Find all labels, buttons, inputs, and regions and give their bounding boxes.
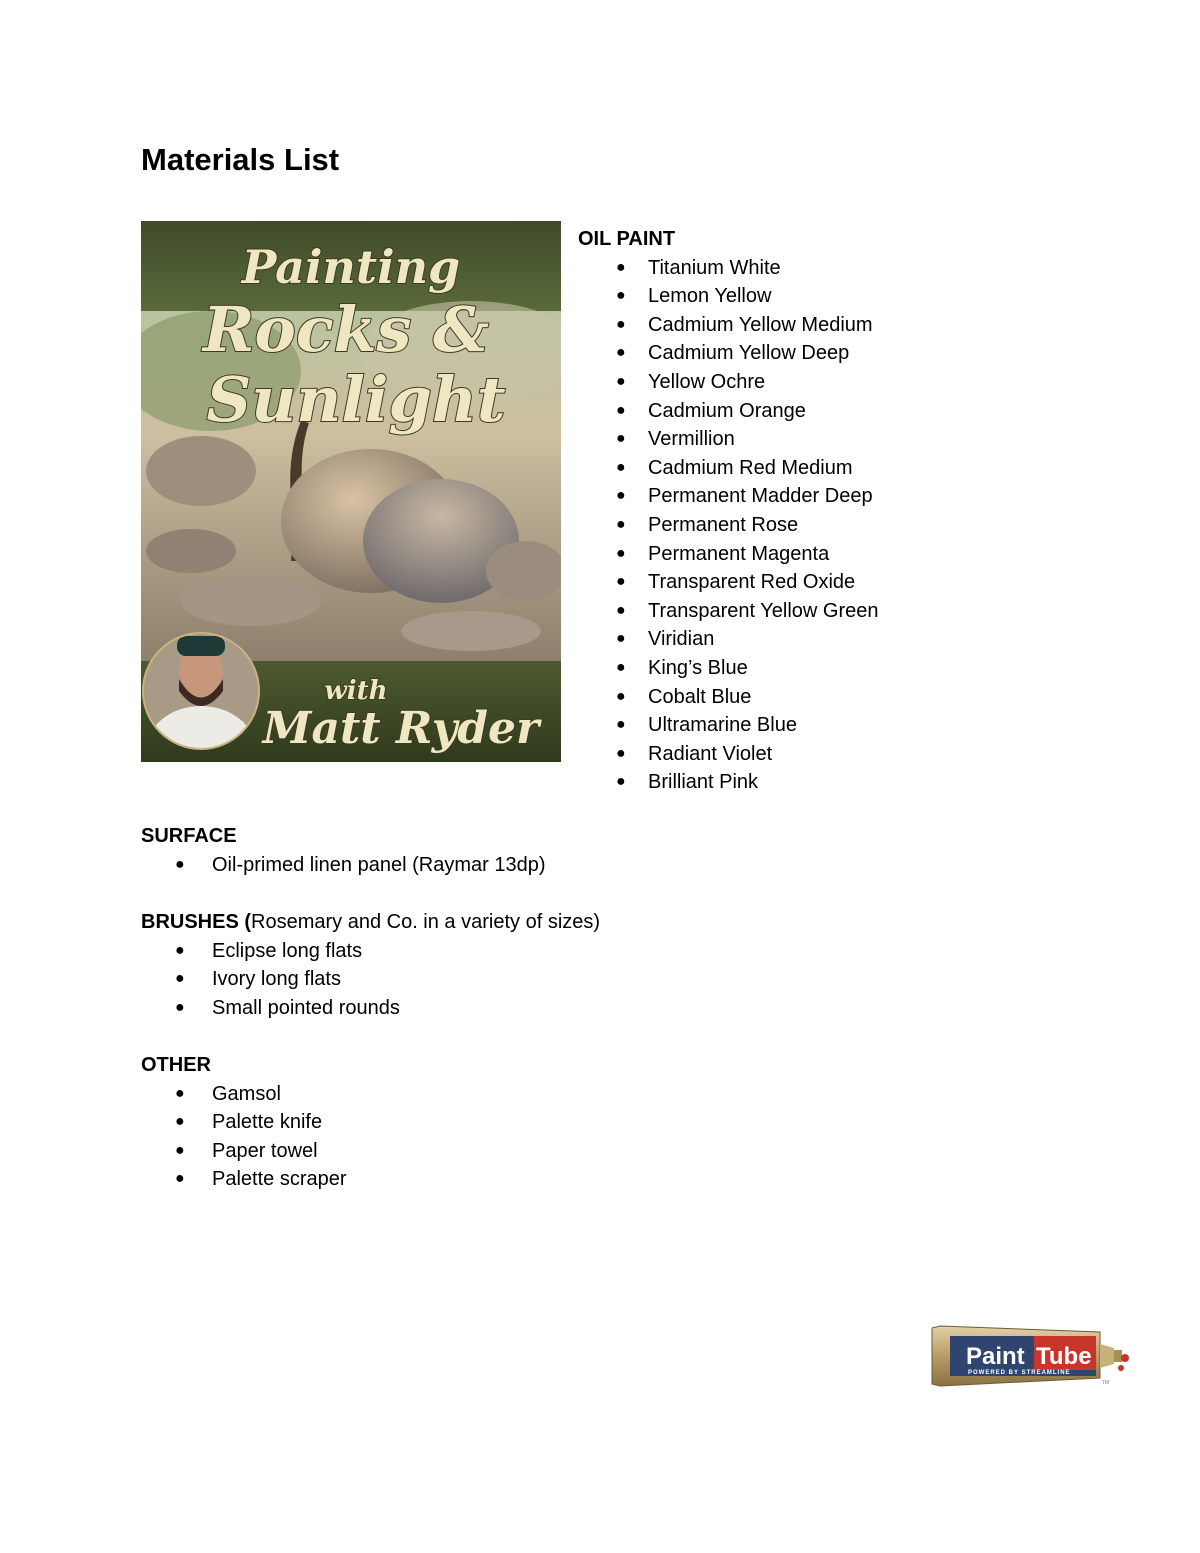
oil-paint-item <box>578 768 879 797</box>
cover-title-line3: Sunlight <box>206 363 506 436</box>
brush-item-label: Ivory long flats <box>212 968 341 991</box>
other-item <box>141 1137 347 1166</box>
bullet-icon: ● <box>175 970 185 988</box>
oil-paint-item <box>578 654 879 683</box>
other-item-label: Palette scraper <box>212 1168 347 1191</box>
oil-paint-item-label: Viridian <box>648 628 715 651</box>
bullet-icon: ● <box>175 1170 185 1188</box>
oil-paint-heading: OIL PAINT <box>578 228 676 250</box>
bullet-icon: ● <box>616 458 626 476</box>
logo-tube-text: Tube <box>1036 1343 1092 1370</box>
oil-paint-item <box>578 540 879 569</box>
oil-paint-item-label: King’s Blue <box>648 656 748 679</box>
cover-with: with <box>324 676 388 706</box>
course-cover-image <box>141 221 561 762</box>
oil-paint-item-label: Ultramarine Blue <box>648 714 797 737</box>
brushes-note: Rosemary and Co. in a variety of sizes) <box>251 911 601 933</box>
bullet-icon: ● <box>616 344 626 362</box>
surface-item <box>141 851 545 880</box>
bullet-icon: ● <box>616 716 626 734</box>
bullet-icon: ● <box>616 315 626 333</box>
painttube-logo <box>928 1322 1138 1390</box>
oil-paint-item-label: Cadmium Red Medium <box>648 456 853 479</box>
bullet-icon: ● <box>616 773 626 791</box>
brush-item-label: Small pointed rounds <box>212 996 400 1019</box>
oil-paint-item <box>578 397 879 426</box>
oil-paint-item-label: Permanent Madder Deep <box>648 485 873 508</box>
bullet-icon: ● <box>616 687 626 705</box>
bullet-icon: ● <box>616 630 626 648</box>
brush-item <box>141 965 600 994</box>
oil-paint-item-label: Transparent Yellow Green <box>648 599 879 622</box>
surface-item-label: Oil-primed linen panel (Raymar 13dp) <box>212 853 546 876</box>
brush-item <box>141 994 600 1023</box>
bullet-icon: ● <box>175 1113 185 1131</box>
brushes-heading: BRUSHES ( <box>141 911 252 933</box>
cover-artist-name: Matt Ryder <box>262 703 540 754</box>
brush-item-label: Eclipse long flats <box>212 939 363 962</box>
oil-paint-item <box>578 711 879 740</box>
oil-paint-item <box>578 683 879 712</box>
other-item-label: Palette knife <box>212 1111 323 1134</box>
cover-title-line2: Rocks & <box>202 293 490 366</box>
logo-paint-text: Paint <box>966 1343 1025 1370</box>
oil-paint-item-label: Transparent Red Oxide <box>648 571 856 594</box>
oil-paint-item <box>578 482 879 511</box>
other-section <box>141 1051 347 1194</box>
oil-paint-item-label: Lemon Yellow <box>648 285 772 308</box>
oil-paint-item <box>578 597 879 626</box>
oil-paint-item-label: Cadmium Orange <box>648 399 806 422</box>
oil-paint-item <box>578 740 879 769</box>
other-item <box>141 1108 347 1137</box>
oil-paint-list <box>578 254 879 797</box>
oil-paint-item-label: Cadmium Yellow Deep <box>648 342 850 365</box>
oil-paint-item-label: Permanent Magenta <box>648 542 830 565</box>
brushes-list <box>141 937 600 1023</box>
oil-paint-item-label: Yellow Ochre <box>648 370 766 393</box>
oil-paint-item-label: Titanium White <box>648 256 781 279</box>
bullet-icon: ● <box>175 941 185 959</box>
bullet-icon: ● <box>175 855 185 873</box>
bullet-icon: ● <box>616 401 626 419</box>
surface-section <box>141 822 545 879</box>
oil-paint-item-label: Cadmium Yellow Medium <box>648 313 873 336</box>
oil-paint-item <box>578 339 879 368</box>
oil-paint-item <box>578 511 879 540</box>
oil-paint-section <box>578 225 879 797</box>
oil-paint-item <box>578 311 879 340</box>
oil-paint-item-label: Radiant Violet <box>648 742 773 765</box>
bullet-icon: ● <box>175 998 185 1016</box>
other-list <box>141 1080 347 1194</box>
oil-paint-item <box>578 425 879 454</box>
bullet-icon: ● <box>616 287 626 305</box>
bullet-icon: ● <box>616 258 626 276</box>
oil-paint-item <box>578 368 879 397</box>
bullet-icon: ● <box>616 544 626 562</box>
oil-paint-item-label: Cobalt Blue <box>648 685 752 708</box>
oil-paint-item <box>578 282 879 311</box>
oil-paint-item-label: Brilliant Pink <box>648 771 759 794</box>
bullet-icon: ● <box>616 487 626 505</box>
oil-paint-item <box>578 568 879 597</box>
other-item <box>141 1165 347 1194</box>
other-item-label: Paper towel <box>212 1139 318 1162</box>
surface-list <box>141 851 545 880</box>
other-item-label: Gamsol <box>212 1082 281 1105</box>
brushes-section <box>141 908 600 1022</box>
surface-heading: SURFACE <box>141 825 237 847</box>
brush-item <box>141 937 600 966</box>
bullet-icon: ● <box>616 515 626 533</box>
bullet-icon: ● <box>616 601 626 619</box>
bullet-icon: ● <box>616 744 626 762</box>
logo-tm: TM <box>1102 1380 1110 1386</box>
brushes-heading-row <box>141 908 600 937</box>
bullet-icon: ● <box>616 430 626 448</box>
bullet-icon: ● <box>616 573 626 591</box>
other-item <box>141 1080 347 1109</box>
bullet-icon: ● <box>616 372 626 390</box>
cover-title-line1: Painting <box>241 240 461 294</box>
other-heading: OTHER <box>141 1054 211 1076</box>
oil-paint-item-label: Permanent Rose <box>648 513 799 536</box>
oil-paint-item <box>578 625 879 654</box>
bullet-icon: ● <box>175 1141 185 1159</box>
page-title: Materials List <box>141 142 340 177</box>
logo-tagline: POWERED BY STREAMLINE <box>968 1370 1071 1376</box>
oil-paint-item <box>578 254 879 283</box>
oil-paint-item <box>578 454 879 483</box>
bullet-icon: ● <box>175 1084 185 1102</box>
bullet-icon: ● <box>616 658 626 676</box>
oil-paint-item-label: Vermillion <box>648 428 735 451</box>
